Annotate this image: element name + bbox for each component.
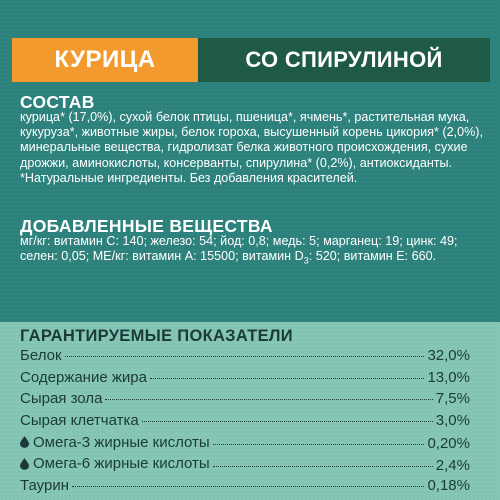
guaranteed-row-taurine bbox=[20, 477, 470, 499]
dot-leader bbox=[213, 466, 433, 467]
flavor-label-spirulina: СО СПИРУЛИНОЙ bbox=[198, 38, 490, 82]
row-value: 3,0% bbox=[435, 412, 470, 430]
flavor-banner bbox=[12, 38, 490, 82]
row-label: Содержание жира bbox=[20, 368, 147, 386]
row-label-wrap bbox=[20, 455, 210, 472]
row-value: 32,0% bbox=[427, 347, 470, 364]
row-label: Таурин bbox=[20, 477, 69, 495]
row-label-wrap bbox=[20, 434, 210, 451]
guaranteed-heading: ГАРАНТИРУЕМЫЕ ПОКАЗАТЕЛИ bbox=[20, 327, 293, 345]
guaranteed-row-omega3 bbox=[20, 434, 470, 456]
composition-text bbox=[20, 110, 490, 186]
row-label: Сырая зола bbox=[20, 390, 103, 408]
additives-text-main: мг/кг: витамин С: 140; железо: 54; йод: 0,8; медь: 5; марганец: 19; цинк: 49; селен: 0,05; МЕ/кг: витамин А: 15500; витамин D bbox=[20, 234, 458, 264]
dot-leader bbox=[150, 378, 425, 379]
composition-heading: СОСТАВ bbox=[20, 92, 95, 112]
drop-icon bbox=[20, 436, 29, 448]
guaranteed-row-fat bbox=[20, 369, 470, 391]
row-value: 2,4% bbox=[435, 456, 470, 474]
row-label: Омега-6 жирные кислоты bbox=[33, 455, 210, 473]
guaranteed-row-omega6 bbox=[20, 455, 470, 477]
guaranteed-row-fiber bbox=[20, 412, 470, 434]
row-value: 0,20% bbox=[427, 435, 470, 453]
dot-leader bbox=[213, 444, 425, 445]
row-label: Омега-3 жирные кислоты bbox=[33, 433, 210, 451]
dot-leader bbox=[72, 486, 424, 487]
dot-leader bbox=[65, 356, 425, 357]
row-value: 13,0% bbox=[427, 368, 470, 386]
dot-leader bbox=[142, 421, 433, 422]
composition-note: *Натуральные ингредиенты. Без добавления красителей. bbox=[20, 170, 358, 185]
additives-text-tail: : 520; витамин Е: 660. bbox=[308, 249, 437, 264]
additives-text bbox=[20, 234, 490, 269]
row-value: 7,5% bbox=[435, 390, 470, 408]
composition-ingredients: курица* (17,0%), сухой белок птицы, пшеница*, ячмень*, растительная мука, кукуруза*, животные жиры, белок гороха, высушенный корень цикория* (2,0%), минеральные вещества, гидролизат белка животного происхождения, сухие дрожжи, аминокислоты, консерванты, спирулина* (0,2%), антиоксиданты. bbox=[20, 110, 483, 170]
guaranteed-row-ash bbox=[20, 390, 470, 412]
additives-heading: ДОБАВЛЕННЫЕ ВЕЩЕСТВА bbox=[20, 216, 273, 236]
row-value: 0,18% bbox=[427, 477, 470, 495]
guaranteed-row-protein bbox=[20, 347, 470, 369]
dot-leader bbox=[105, 399, 432, 400]
row-label: Сырая клетчатка bbox=[20, 412, 139, 430]
row-label: Белок bbox=[20, 347, 62, 364]
guaranteed-list bbox=[20, 347, 470, 499]
drop-icon bbox=[20, 458, 29, 470]
additives-text-subscript: 3 bbox=[303, 255, 309, 266]
flavor-label-chicken: КУРИЦА bbox=[12, 38, 198, 82]
